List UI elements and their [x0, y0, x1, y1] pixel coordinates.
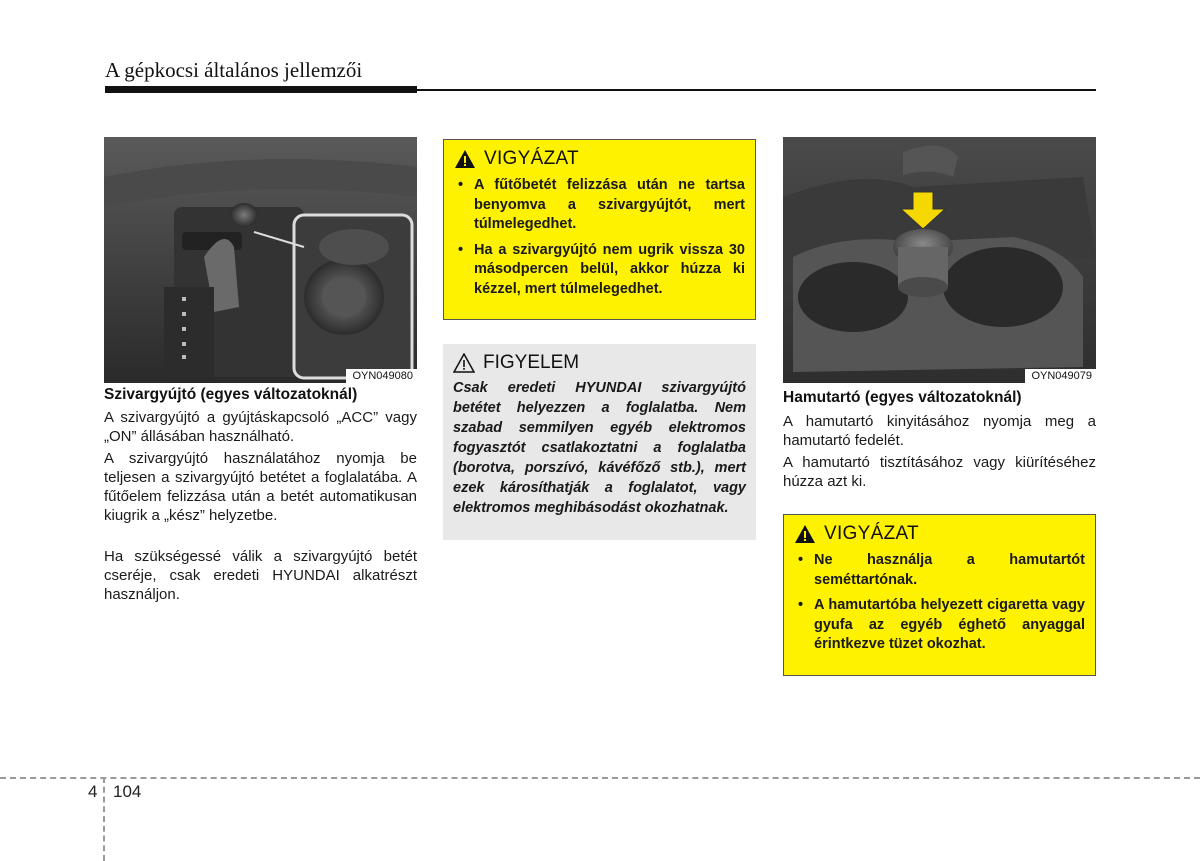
caution-item: • A hamutartóba helyezett cigaretta vagy gyufa az egyéb éghető anyaggal érintkezve tüzet okozhat.: [794, 596, 1085, 655]
lighter-paragraph: A szivargyújtó használatához nyomja be teljesen a szivargyújtó betétet a foglalatába. A fűtőelem felizzása után a betét automatikusan kiugrik a „kész” helyzetbe.: [104, 450, 417, 524]
lighter-paragraph: Ha szükségessé válik a szivargyújtó betét cseréje, csak eredeti HYUNDAI alkatrészt használjon.: [104, 548, 417, 603]
photo-code: OYN049079: [1025, 369, 1096, 383]
footer-divider: [103, 777, 105, 861]
ashtray-caution-box: [783, 514, 1096, 676]
page-number: 104: [113, 782, 142, 801]
warning-triangle-icon: [794, 524, 816, 544]
page-header-title: A gépkocsi általános jellemzői: [105, 58, 363, 82]
header-rule-accent: [105, 86, 417, 93]
ashtray-paragraph: A hamutartó kinyitásához nyomja meg a hamutartó fedelét.: [783, 413, 1096, 449]
notice-text: Csak eredeti HYUNDAI szivargyújtó betétet helyezzen a foglalatba. Nem szabad semmilyen egyéb elektromos fogyasztót csatlakoztatni a foglalatba (borotva, porszívó, kávéfőző stb.), mert ezek károsíthatják a foglalatot, vagy elektromos meghibásodást okozhatnak.: [453, 380, 746, 516]
notice-triangle-icon: [453, 353, 475, 373]
chapter-number: 4: [88, 782, 98, 801]
ashtray-heading: Hamutartó (egyes változatoknál): [783, 389, 1022, 406]
footer-rule: [0, 777, 1200, 779]
caution-item: • A fűtőbetét felizzása után ne tartsa benyomva a szivargyújtót, mert túlmelegedhet.: [454, 176, 745, 235]
caution-box: [443, 139, 756, 320]
lighter-paragraph: A szivargyújtó a gyújtáskapcsoló „ACC” vagy „ON” állásában használható.: [104, 409, 417, 445]
notice-box: [443, 344, 756, 540]
ashtray-photo: [783, 137, 1096, 383]
notice-title: FIGYELEM: [483, 352, 580, 373]
warning-triangle-icon: [454, 149, 476, 169]
cigarette-lighter-photo: [104, 137, 417, 383]
caution-title: VIGYÁZAT: [484, 148, 579, 169]
caution-item: • Ne használja a hamutartót seméttartónak.: [794, 551, 1085, 590]
caution-item: • Ha a szivargyújtó nem ugrik vissza 30 másodpercen belül, akkor húzza ki kézzel, mert túlmelegedhet.: [454, 241, 745, 300]
photo-code: OYN049080: [346, 369, 417, 383]
caution-title: VIGYÁZAT: [824, 523, 919, 544]
lighter-heading: Szivargyújtó (egyes változatoknál): [104, 386, 358, 403]
ashtray-paragraph: A hamutartó tisztításához vagy kiürítéséhez húzza azt ki.: [783, 454, 1096, 490]
